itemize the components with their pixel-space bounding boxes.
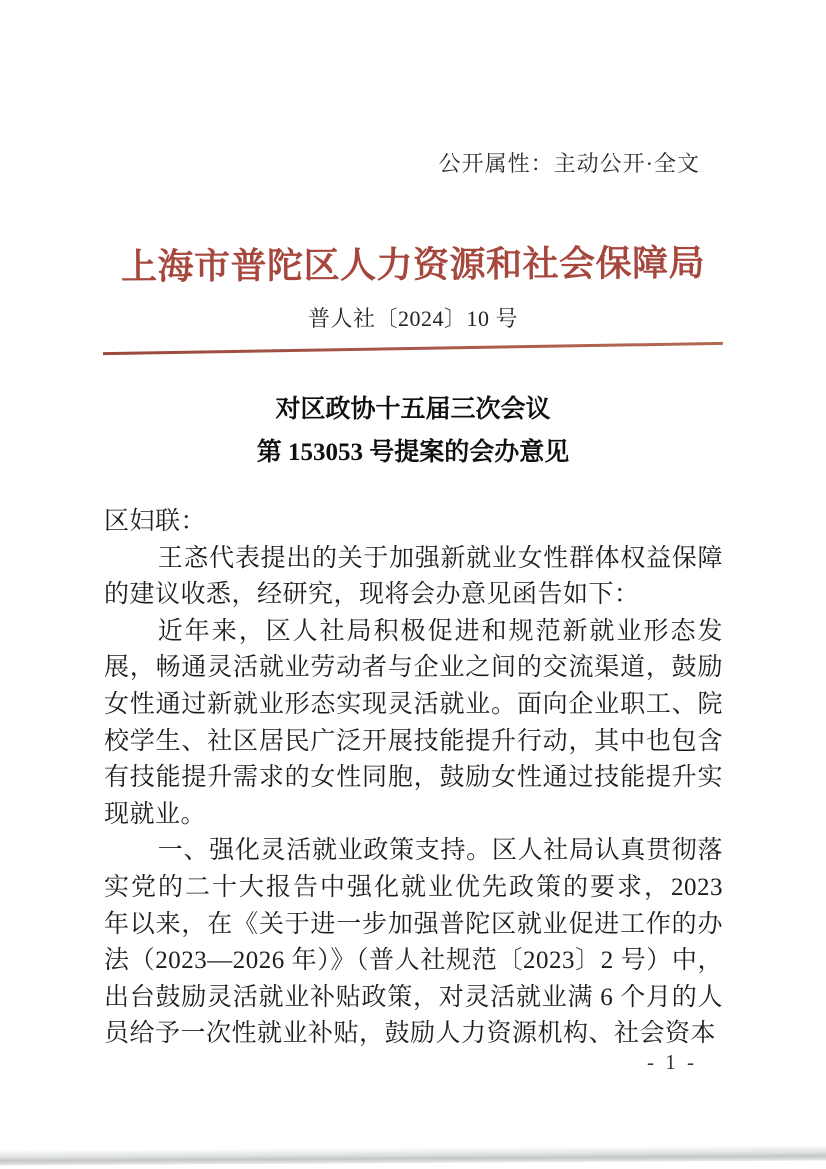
- document-title-line2: 第 153053 号提案的会办意见: [256, 439, 570, 466]
- salutation: 区妇联：: [104, 508, 207, 535]
- body-paragraph-1: 王忞代表提出的关于加强新就业女性群体权益保障的建议收悉，经研究，现将会办意见函告如下：: [104, 544, 723, 609]
- body-paragraph-3: 一、强化灵活就业政策支持。区人社局认真贯彻落实党的二十大报告中强化就业优先政策的要求，2023 年以来，在《关于进一步加强普陀区就业促进工作的办法（2023—2026 年）》（普人社规范〔2023〕2 号）中，出台鼓励灵活就业补贴政策，对灵活就业满 6 个月的人员给予一次性就业补贴，鼓励人力资源机构、社会资本: [104, 837, 723, 1048]
- scan-bottom-edge: [0, 1145, 826, 1165]
- header-divider-line: [103, 342, 723, 355]
- document-title-line1: 对区政协十五届三次会议: [275, 396, 551, 423]
- document-reference-number: 普人社〔2024〕10 号: [307, 306, 518, 331]
- page-number: - 1 -: [647, 1050, 697, 1074]
- document-title: [0, 388, 826, 474]
- disclosure-attribute: 公开属性：主动公开·全文: [438, 151, 700, 176]
- letter-body: [104, 504, 723, 1053]
- body-paragraph-2: 近年来，区人社局积极促进和规范新就业形态发展，畅通灵活就业劳动者与企业之间的交流渠道，鼓励女性通过新就业形态实现灵活就业。面向企业职工、院校学生、社区居民广泛开展技能提升行动，其中也包含有技能提升需求的女性同胞，鼓励女性通过技能提升实现就业。: [104, 617, 723, 828]
- issuing-authority-title: 上海市普陀区人力资源和社会保障局: [120, 242, 706, 288]
